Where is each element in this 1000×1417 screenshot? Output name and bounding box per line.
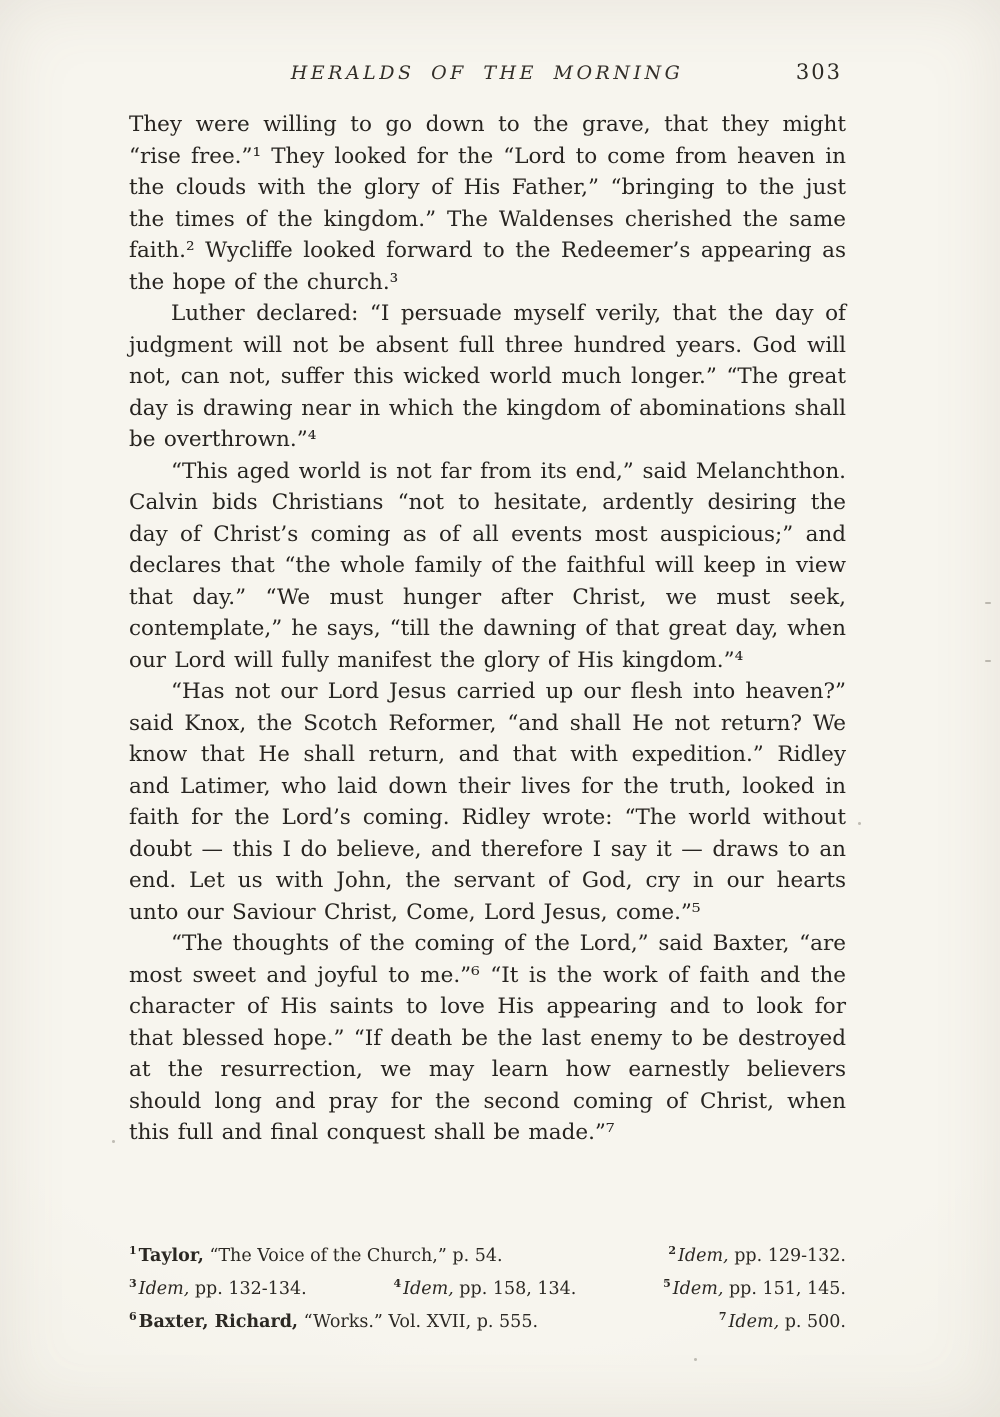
footnote-marker: 2 (668, 1244, 676, 1257)
ink-speck (985, 660, 991, 662)
paragraph: “This aged world is not far from its end,” said Melanchthon. Calvin bids Christians “not to hesitate, ardently desiring the day of Christ’s coming as of all events most auspicious;” and declares that “the whole family of the faithful will keep in view that day.” “We must hunger after Christ, we must seek, contemplate,” he says, “till the dawning of that great day, when our Lord will fully manifest the glory of His kingdom.”⁴ (129, 458, 846, 673)
footnote-detail: pp. 129-132. (728, 1245, 846, 1266)
footnote-detail: “Works.” Vol. XVII, p. 555. (298, 1311, 539, 1332)
paragraph: They were willing to go down to the grave, that they might “rise free.”¹ They looked for the “Lord to come from heaven in the clouds with the glory of His Father,” “bringing to the just the times of the kingdom.” The Waldenses cherished the same faith.² Wycliffe looked forward to the Redeemer’s appearing as the hope of the church.³ (129, 112, 846, 295)
paragraph: Luther declared: “I persuade myself verily, that the day of judgment will not be absent full three hundred years. God will not, can not, suffer this wicked world much longer.” “The great day is drawing near in which the kingdom of abominations shall be overthrown.”⁴ (129, 301, 846, 452)
footnote-detail: pp. 132-134. (189, 1278, 307, 1299)
ink-speck (694, 1358, 697, 1361)
footnote-source: Idem, (403, 1278, 454, 1299)
page-title: HERALDS OF THE MORNING (290, 62, 684, 84)
footnote-line (129, 1237, 846, 1270)
footnote-marker: 7 (718, 1309, 727, 1323)
footnote-detail: p. 500. (779, 1311, 846, 1332)
ink-speck (985, 602, 991, 604)
footnote-line (129, 1270, 846, 1303)
footnote (129, 1303, 538, 1336)
footnote (663, 1270, 846, 1303)
paragraph: “Has not our Lord Jesus carried up our flesh into heaven?” said Knox, the Scotch Reformer, “and shall He not return? We know that He shall return, and that with expedition.” Ridley and Latimer, who laid down their lives for the truth, looked in faith for the Lord’s coming. Ridley wrote: “The world without doubt — this I do believe, and therefore I say it — draws to an end. Let us with John, the servant of God, cry in our hearts unto our Saviour Christ, Come, Lord Jesus, come.”⁵ (129, 679, 846, 925)
footnote-marker: 6 (129, 1309, 137, 1323)
footnote-detail: pp. 151, 145. (723, 1278, 846, 1299)
footnote-source: Baxter, Richard, (138, 1311, 299, 1332)
footnote (129, 1270, 307, 1303)
footnote-detail: “The Voice of the Church,” p. 54. (203, 1245, 503, 1266)
footnote-source: Idem, (728, 1311, 780, 1332)
footnote-source: Idem, (672, 1278, 724, 1299)
footnote-marker: 4 (393, 1276, 402, 1290)
footnote (719, 1303, 846, 1336)
page-number: 303 (795, 60, 842, 84)
footnote-detail: pp. 158, 134. (453, 1278, 577, 1299)
footnote (668, 1237, 846, 1270)
footnote-source: Idem, (138, 1278, 190, 1299)
footnote-source: Idem, (677, 1245, 729, 1266)
footnote (129, 1237, 503, 1270)
ink-speck (112, 1140, 115, 1143)
paragraph: “The thoughts of the coming of the Lord,” said Baxter, “are most sweet and joyful to me.”⁶ “It is the work of faith and the character of His saints to love His appearing and to look for that blessed hope.” “If death be the last enemy to be destroyed at the resurrection, we may learn how earnestly believers should long and pray for the second coming of Christ, when this full and final conquest shall be made.”⁷ (129, 931, 846, 1145)
footnote-marker: 1 (129, 1244, 137, 1257)
footnotes (129, 1237, 846, 1335)
footnote-marker: 3 (129, 1276, 137, 1290)
running-head (130, 60, 844, 92)
footnote-marker: 5 (663, 1276, 671, 1290)
body-text (129, 109, 846, 1149)
footnote (393, 1270, 576, 1303)
footnote-line (129, 1303, 846, 1336)
ink-speck (858, 822, 861, 825)
footnote-source: Taylor, (138, 1245, 204, 1266)
